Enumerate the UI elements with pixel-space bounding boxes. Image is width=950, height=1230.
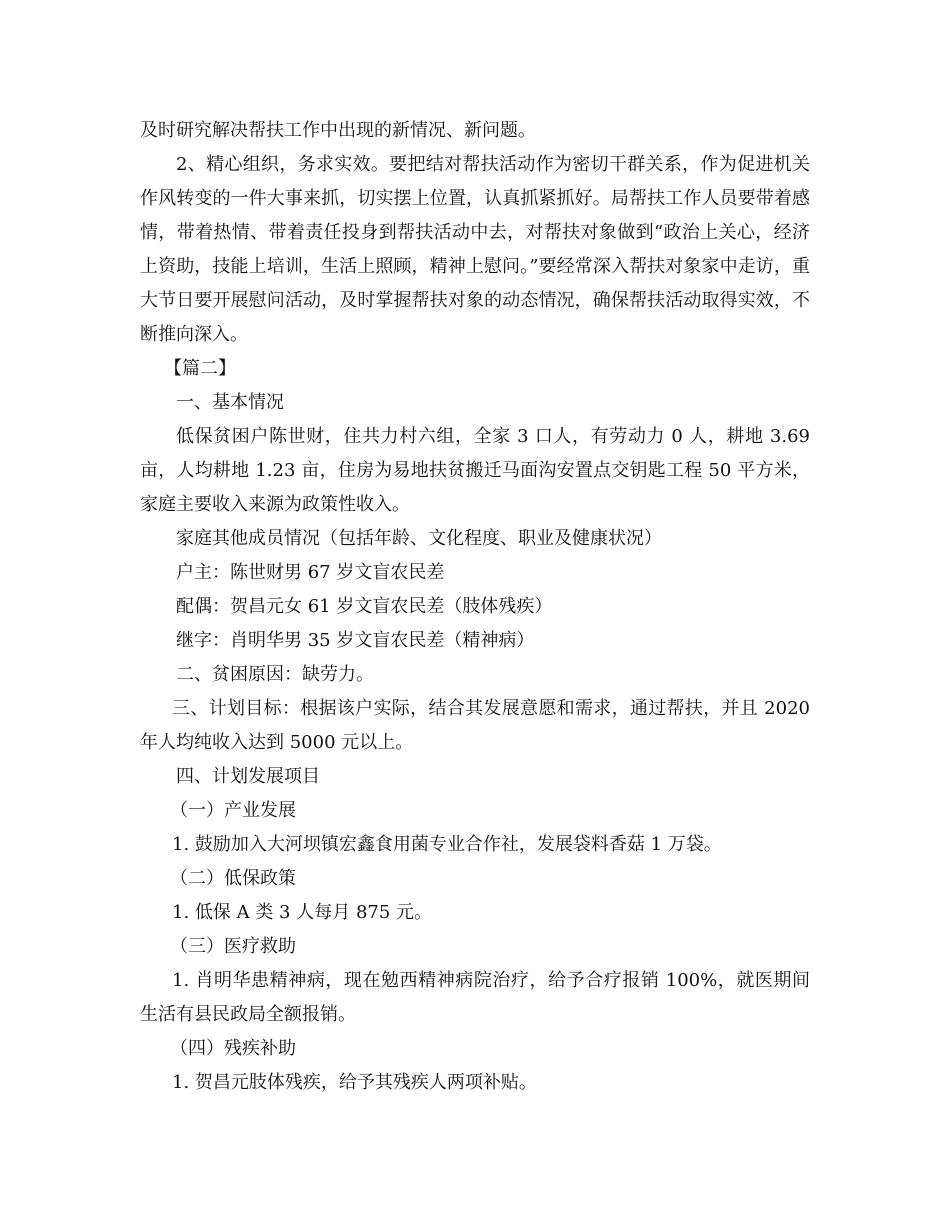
item-disability-1: 1. 贺昌元肢体残疾，给予其残疾人两项补贴。: [172, 1072, 537, 1093]
paragraph-item-2: 2、精心组织，务求实效。要把结对帮扶活动作为密切干群关系，作为促进机关作风转变的一件大事来抓，切实摆上位置，认真抓紧抓好。局帮扶工作人员要带着感情，带着热情、带着责任投身到帮扶活动中去，对帮扶对象做到“政治上关心，经济上资助，技能上培训，生活上照顾，精神上慰问。”要经常深入帮扶对象家中走访，重大节日要开展慰问活动，及时掌握帮扶对象的动态情况，确保帮扶活动取得实效，不断推向深入。: [140, 154, 810, 345]
paragraph-plan-goal: 三、计划目标：根据该户实际，结合其发展意愿和需求，通过帮扶，并且 2020 年人均纯收入达到 5000 元以上。: [140, 698, 810, 753]
document-body: [140, 114, 810, 1100]
subheading-industry: （一）产业发展: [170, 800, 296, 821]
paragraph-continuation: 及时研究解决帮扶工作中出现的新情况、新问题。: [140, 120, 536, 141]
heading-basic-info: 一、基本情况: [176, 392, 284, 413]
family-member-head: 户主：陈世财男 67 岁文盲农民差: [176, 562, 445, 583]
subheading-low-income-policy: （二）低保政策: [170, 868, 296, 889]
item-low-income-1: 1. 低保 A 类 3 人每月 875 元。: [172, 902, 433, 923]
paragraph-family-members-intro: 家庭其他成员情况（包括年龄、文化程度、职业及健康状况）: [176, 528, 662, 549]
item-medical-1: 1. 肖明华患精神病，现在勉西精神病院治疗，给予合疗报销 100%，就医期间生活有县民政局全额报销。: [140, 970, 810, 1025]
section-title-part-two: 【篇二】: [164, 358, 236, 379]
family-member-heir: 继字：肖明华男 35 岁文盲农民差（精神病）: [176, 630, 535, 651]
item-industry-1: 1. 鼓励加入大河坝镇宏鑫食用菌专业合作社，发展袋料香菇 1 万袋。: [172, 834, 722, 855]
family-member-spouse: 配偶：贺昌元女 61 岁文盲农民差（肢体残疾）: [176, 596, 553, 617]
subheading-medical-aid: （三）医疗救助: [170, 936, 296, 957]
heading-development-projects: 四、计划发展项目: [176, 766, 320, 787]
subheading-disability-aid: （四）残疾补助: [170, 1038, 296, 1059]
paragraph-household-info: 低保贫困户陈世财，住共力村六组，全家 3 口人，有劳动力 0 人，耕地 3.69 亩，人均耕地 1.23 亩，住房为易地扶贫搬迁马面沟安置点交钥匙工程 50 平方米，家庭主要收入来源为政策性收入。: [140, 426, 810, 515]
heading-poverty-cause: 二、贫困原因：缺劳力。: [176, 664, 374, 685]
